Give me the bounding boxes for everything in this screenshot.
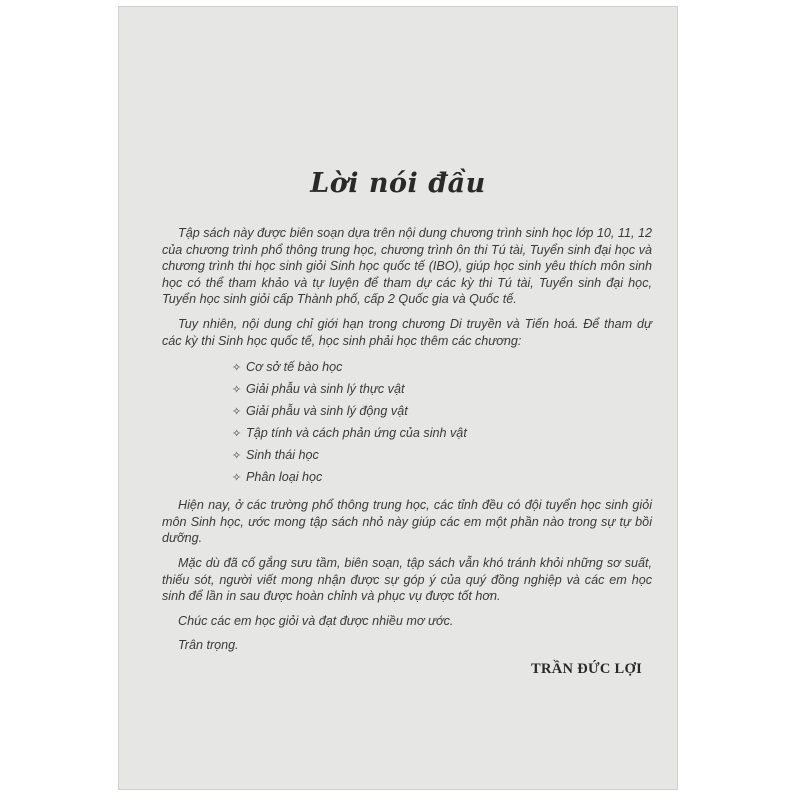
paragraph-apology: Mặc dù đã cố gắng sưu tầm, biên soạn, tập sách vẫn khó tránh khỏi những sơ suất, thiếu sót, người viết mong nhận được sự góp ý của quý đồng nghiệp và các em học sinh để lần in sau được hoàn chỉnh và phục vụ được tốt hơn. (162, 555, 652, 604)
paragraph-current: Hiện nay, ở các trường phổ thông trung học, các tỉnh đều có đội tuyển học sinh giỏi môn Sinh học, ước mong tập sách nhỏ này giúp các em một phần nào trong sự tự bồi dưỡng. (162, 498, 652, 546)
bullet-icon: ✧ (232, 406, 242, 419)
list-item: ✧ Tập tính và cách phản ứng của sinh vật (232, 423, 652, 445)
list-item: ✧ Phân loại học (232, 467, 652, 489)
bullet-icon: ✧ (232, 472, 242, 485)
bullet-icon: ✧ (232, 450, 242, 463)
paragraph-closing: Trân trọng. (178, 638, 239, 653)
list-item: ✧ Sinh thái học (232, 445, 652, 467)
list-item: ✧ Cơ sở tế bào học (232, 357, 652, 379)
bullet-icon: ✧ (232, 428, 242, 441)
paragraph-wishes: Chúc các em học giỏi và đạt được nhiều mơ ước. (178, 613, 454, 628)
paragraph-limits: Tuy nhiên, nội dung chỉ giới hạn trong chương Di truyền và Tiến hoá. Để tham dự các kỳ thi Sinh học quốc tế, học sinh phải học thêm các chương: (162, 316, 652, 348)
paragraph-intro: Tập sách này được biên soạn dựa trên nội dung chương trình sinh học lớp 10, 11, 12 của chương trình phổ thông trung học, chương trình ôn thi Tú tài, Tuyển sinh đại học và chương trình thi học sinh giỏi Sinh học quốc tế (IBO), giúp học sinh yêu thích môn sinh học có thể tham khảo và tự luyện để tham dự các kỳ thi Tú tài, Tuyển sinh đại học, Tuyển học sinh giỏi cấp Thành phố, cấp 2 Quốc gia và Quốc tế. (162, 226, 652, 307)
author-signature: TRẦN ĐỨC LỢI (531, 661, 643, 677)
chapter-list (232, 357, 652, 489)
bullet-icon: ✧ (232, 384, 242, 397)
page-title: Lời nói đầu (310, 168, 486, 199)
bullet-icon: ✧ (232, 362, 242, 375)
book-page (118, 6, 678, 790)
list-item: ✧ Giải phẫu và sinh lý động vật (232, 401, 652, 423)
preface-body (162, 225, 652, 662)
list-item: ✧ Giải phẫu và sinh lý thực vật (232, 379, 652, 401)
